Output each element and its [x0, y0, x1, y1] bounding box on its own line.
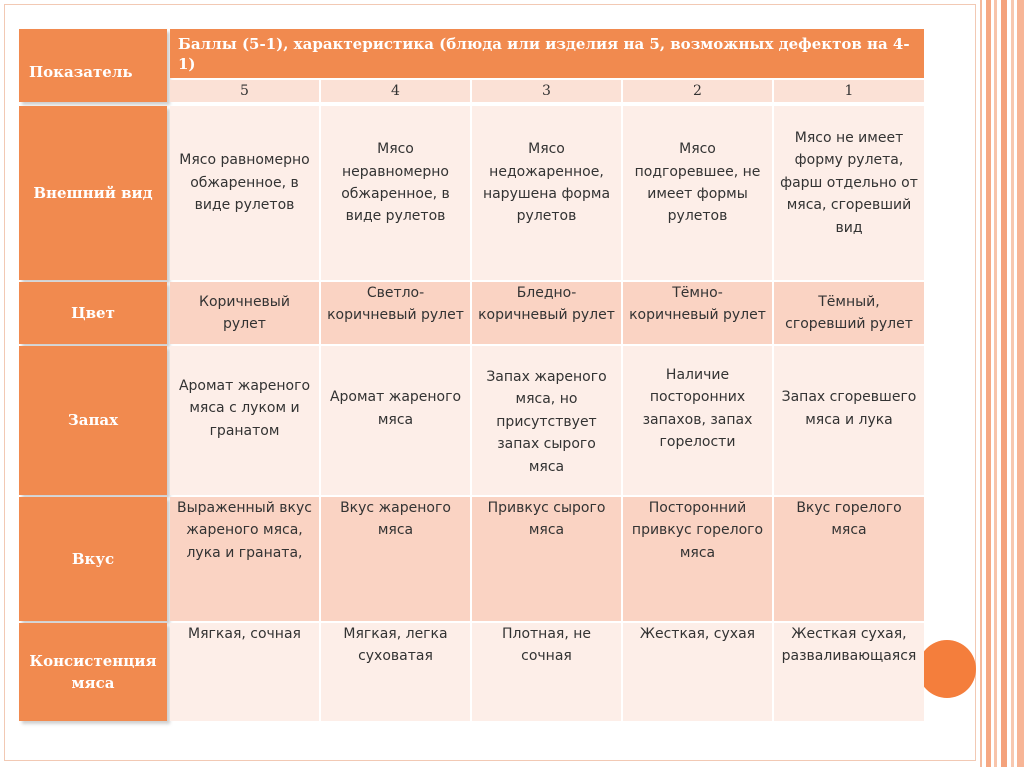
decor-stripe [994, 0, 997, 767]
table-cell: Посторонний привкус горелого мяса [623, 497, 772, 621]
table-cell: Плотная, не сочная [472, 623, 621, 721]
header-scores: Баллы (5-1), характеристика (блюда или изделия на 5, возможных дефектов на 4-1) [170, 29, 924, 78]
score-column-4: 4 [321, 80, 470, 102]
table-cell: Запах жареного мяса, но присутствует запах сырого мяса [472, 346, 621, 495]
score-column-2: 2 [623, 80, 772, 102]
score-column-5: 5 [170, 80, 319, 102]
table-cell: Мясо неравномерно обжаренное, в виде рулетов [321, 106, 470, 280]
table-cell: Мясо недожаренное, нарушена форма рулетов [472, 106, 621, 280]
table-cell: Бледно-коричневый рулет [472, 282, 621, 344]
decor-stripe [980, 0, 982, 767]
table-cell: Коричневый рулет [170, 282, 319, 344]
table-cell: Привкус сырого мяса [472, 497, 621, 621]
table-cell: Наличие посторонних запахов, запах горелости [623, 346, 772, 495]
table-cell: Жесткая, сухая [623, 623, 772, 721]
score-column-3: 3 [472, 80, 621, 102]
row-label-smell: Запах [19, 346, 167, 495]
decor-stripe [1017, 0, 1024, 767]
decor-stripe [1011, 0, 1014, 767]
table-cell: Запах сгоревшего мяса и лука [774, 346, 924, 495]
row-label-consistency: Консистенция мяса [19, 623, 167, 721]
header-indicator: Показатель [19, 29, 167, 102]
table-cell: Вкус жареного мяса [321, 497, 470, 621]
row-label-taste: Вкус [19, 497, 167, 621]
table-cell: Аромат жареного мяса с луком и гранатом [170, 346, 319, 495]
score-column-1: 1 [774, 80, 924, 102]
table-cell: Мягкая, сочная [170, 623, 319, 721]
table-cell: Мясо подгоревшее, не имеет формы рулетов [623, 106, 772, 280]
table-cell: Мягкая, легка суховатая [321, 623, 470, 721]
table-cell: Аромат жареного мяса [321, 346, 470, 495]
table-cell: Светло-коричневый рулет [321, 282, 470, 344]
decor-circle [918, 640, 976, 698]
table-cell: Выраженный вкус жареного мяса, лука и граната, [170, 497, 319, 621]
table-cell: Жесткая сухая, разваливающаяся [774, 623, 924, 721]
table-cell: Вкус горелого мяса [774, 497, 924, 621]
row-label-color: Цвет [19, 282, 167, 344]
table-cell: Мясо равномерно обжаренное, в виде рулетов [170, 106, 319, 280]
decor-stripe [1001, 0, 1007, 767]
table-cell: Тёмный, сгоревший рулет [774, 282, 924, 344]
decor-stripe [986, 0, 991, 767]
table-cell: Тёмно-коричневый рулет [623, 282, 772, 344]
table-cell: Мясо не имеет форму рулета, фарш отдельно от мяса, сгоревший вид [774, 106, 924, 280]
row-label-appearance: Внешний вид [19, 106, 167, 280]
